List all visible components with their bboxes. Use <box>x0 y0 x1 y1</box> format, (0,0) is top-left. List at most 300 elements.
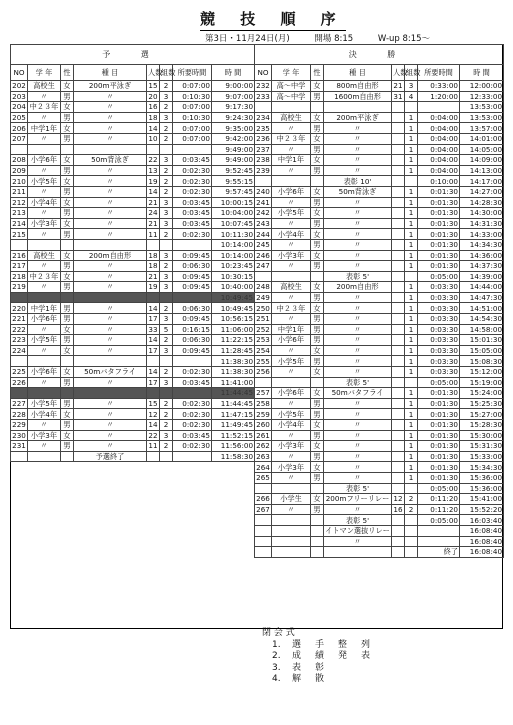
event-cell: 〃 <box>324 261 392 272</box>
event-no-cell: 226 <box>12 377 26 387</box>
gender-cell: 男 <box>311 91 324 102</box>
event-cell: 〃 <box>324 409 392 420</box>
gender-cell: 男 <box>311 292 324 303</box>
heats-cell: 1 <box>405 398 418 409</box>
schedule-row <box>255 472 504 483</box>
grade-cell: 小学4年 <box>272 229 311 240</box>
start-time-cell: 16:03:40 <box>460 515 504 526</box>
start-time-cell: 15:52:20 <box>460 504 504 515</box>
duration-cell: 0:02:30 <box>173 398 212 409</box>
heats-cell: 1 <box>405 420 418 431</box>
start-time-cell: 11:44:45 <box>212 388 255 399</box>
start-time-cell: 15:24:00 <box>460 388 504 399</box>
gender-cell: 男 <box>61 314 74 325</box>
start-time-cell: 9:00:00 <box>212 81 255 92</box>
event-no-cell <box>255 102 272 113</box>
grade-cell <box>28 239 61 250</box>
entries-cell: 17 <box>148 314 158 324</box>
start-time-cell: 15:36:00 <box>460 483 504 494</box>
event-cell: 〃 <box>324 250 392 261</box>
duration-cell: 終了 <box>418 547 460 558</box>
gender-cell: 女 <box>61 409 74 420</box>
event-no-cell: 202 <box>12 81 26 91</box>
event-no-cell: 249 <box>256 293 270 303</box>
column-header: 人数 <box>147 65 160 81</box>
heats-cell: 1 <box>405 133 418 144</box>
duration-cell: 0:09:45 <box>173 314 212 325</box>
gender-cell: 女 <box>311 462 324 473</box>
entries-cell <box>392 324 405 335</box>
heats-cell: 2 <box>405 494 418 505</box>
start-time-cell: 11:06:00 <box>212 324 255 335</box>
entries-cell <box>392 441 405 452</box>
duration-cell: 0:04:00 <box>418 133 460 144</box>
grade-cell: 小学3年 <box>28 218 61 229</box>
schedule-row <box>11 303 255 314</box>
event-no-cell: 215 <box>12 229 26 239</box>
schedule-row <box>11 451 255 462</box>
duration-cell: 0:07:00 <box>173 123 212 134</box>
entries-cell <box>392 123 405 134</box>
gender-cell: 女 <box>61 197 74 208</box>
heats-cell <box>160 451 173 462</box>
event-no-cell: 262 <box>256 441 270 451</box>
event-no-cell: 253 <box>256 335 270 345</box>
event-no-cell: 220 <box>12 303 26 313</box>
finals-table <box>254 44 504 558</box>
duration-cell: 0:03:30 <box>418 356 460 367</box>
event-cell: 表彰 5' <box>324 515 392 526</box>
start-time-cell: 10:40:00 <box>212 282 255 293</box>
gender-cell: 男 <box>61 229 74 240</box>
schedule-row <box>255 229 504 240</box>
start-time-cell: 14:44:00 <box>460 282 504 293</box>
gender-cell: 男 <box>311 123 324 134</box>
gender-cell: 男 <box>311 335 324 346</box>
duration-cell: 0:02:30 <box>173 367 212 378</box>
gender-cell: 男 <box>61 303 74 314</box>
entries-cell: 11 <box>148 229 158 239</box>
duration-cell: 0:04:00 <box>418 165 460 176</box>
start-time-cell: 14:01:00 <box>460 133 504 144</box>
start-time-cell: 9:35:00 <box>212 123 255 134</box>
event-cell <box>324 102 392 113</box>
heats-cell: 3 <box>160 430 173 441</box>
gender-cell <box>311 483 324 494</box>
event-cell: 〃 <box>324 218 392 229</box>
grade-cell: 〃 <box>272 292 311 303</box>
duration-cell <box>173 144 212 155</box>
event-cell: 〃 <box>74 176 147 187</box>
heats-cell: 1 <box>405 303 418 314</box>
schedule-row <box>11 144 255 155</box>
duration-cell: 0:03:45 <box>173 197 212 208</box>
schedule-row <box>255 345 504 356</box>
schedule-row <box>11 398 255 409</box>
heats-cell: 1 <box>405 324 418 335</box>
schedule-row <box>255 536 504 547</box>
gender-cell: 男 <box>311 314 324 325</box>
closing-item-number: 2. <box>272 651 281 661</box>
event-no-cell <box>11 356 28 367</box>
event-cell: 〃 <box>324 123 392 134</box>
heats-cell: 3 <box>160 377 173 388</box>
start-time-cell: 14:31:30 <box>460 218 504 229</box>
heats-cell: 2 <box>160 441 173 452</box>
schedule-row <box>11 165 255 176</box>
event-no-cell: 244 <box>256 229 270 239</box>
column-header: 学 年 <box>28 65 61 81</box>
gender-cell <box>311 525 324 536</box>
gender-cell: 女 <box>311 367 324 378</box>
schedule-row <box>255 261 504 272</box>
duration-cell <box>173 239 212 250</box>
start-time-cell: 15:05:00 <box>460 345 504 356</box>
heats-cell: 2 <box>160 409 173 420</box>
event-cell <box>324 547 392 558</box>
entries-cell <box>392 261 405 272</box>
grade-cell: 中学1年 <box>28 303 61 314</box>
event-cell: 50m背泳ぎ <box>324 186 392 197</box>
duration-cell: 0:02:30 <box>173 165 212 176</box>
heats-cell: 3 <box>160 282 173 293</box>
event-cell <box>74 388 147 399</box>
event-no-cell: 247 <box>256 261 270 271</box>
event-cell: 〃 <box>324 229 392 240</box>
event-no-cell: 209 <box>12 165 26 175</box>
event-cell: 〃 <box>74 261 147 272</box>
event-no-cell: 232 <box>256 81 270 91</box>
heats-cell: 1 <box>405 367 418 378</box>
gender-cell: 男 <box>61 133 74 144</box>
event-no-cell: 219 <box>12 282 26 292</box>
closing-item-number: 4. <box>272 674 281 684</box>
duration-cell <box>173 388 212 399</box>
gender-cell: 女 <box>61 271 74 282</box>
grade-cell <box>272 515 311 526</box>
heats-cell: 3 <box>160 197 173 208</box>
heats-cell: 1 <box>405 123 418 134</box>
schedule-row <box>255 409 504 420</box>
closing-title: 閉 会 式 <box>262 628 295 638</box>
grade-cell: 小学5年 <box>272 356 311 367</box>
gender-cell <box>311 271 324 282</box>
gender-cell: 女 <box>61 430 74 441</box>
heats-cell: 1 <box>405 239 418 250</box>
finals-heading: 決 勝 <box>255 45 504 65</box>
gender-cell: 男 <box>61 165 74 176</box>
schedule-row <box>255 483 504 494</box>
schedule-row <box>11 208 255 219</box>
duration-cell: 0:03:30 <box>418 335 460 346</box>
schedule-row <box>255 335 504 346</box>
gender-cell: 女 <box>61 218 74 229</box>
event-no-cell: 239 <box>256 165 270 175</box>
gender-cell: 女 <box>311 441 324 452</box>
entries-cell <box>392 356 405 367</box>
grade-cell: 〃 <box>272 451 311 462</box>
entries-cell <box>392 133 405 144</box>
duration-cell: 0:01:30 <box>418 218 460 229</box>
heats-cell: 1 <box>405 388 418 399</box>
gender-cell <box>311 536 324 547</box>
column-header: 組数 <box>405 65 418 81</box>
closing-item <box>262 674 384 686</box>
event-cell <box>74 239 147 250</box>
heats-cell: 1 <box>405 250 418 261</box>
column-header: NO <box>255 65 272 81</box>
schedule-row <box>11 218 255 229</box>
column-header: 人数 <box>392 65 405 81</box>
entries-cell <box>392 314 405 325</box>
entries-cell: 14 <box>148 335 158 345</box>
start-time-cell: 10:00:15 <box>212 197 255 208</box>
entries-cell <box>392 197 405 208</box>
start-time-cell: 11:28:45 <box>212 345 255 356</box>
event-no-cell <box>11 239 28 250</box>
event-cell: 50mバタフライ <box>324 388 392 399</box>
start-time-cell: 13:57:00 <box>460 123 504 134</box>
event-no-cell <box>11 451 28 462</box>
heats-cell: 1 <box>405 208 418 219</box>
grade-cell: 小学6年 <box>272 335 311 346</box>
heats-cell: 1 <box>405 409 418 420</box>
event-no-cell: 224 <box>12 346 26 356</box>
entries-cell: 14 <box>148 367 158 377</box>
event-no-cell: 234 <box>256 112 270 122</box>
start-time-cell: 14:36:00 <box>460 250 504 261</box>
heats-cell: 3 <box>160 314 173 325</box>
event-no-cell: 235 <box>256 123 270 133</box>
start-time-cell: 9:55:15 <box>212 176 255 187</box>
finals-header-row <box>255 65 504 81</box>
start-time-cell: 11:47:15 <box>212 409 255 420</box>
schedule-row <box>255 462 504 473</box>
duration-cell: 0:06:30 <box>173 335 212 346</box>
grade-cell: 〃 <box>28 208 61 219</box>
event-cell: 〃 <box>74 335 147 346</box>
entries-cell: 12 <box>393 494 403 504</box>
heats-cell: 1 <box>405 261 418 272</box>
gender-cell: 女 <box>61 155 74 166</box>
start-time-cell: 15:30:00 <box>460 430 504 441</box>
grade-cell: 〃 <box>28 345 61 356</box>
event-cell: 1600m自由形 <box>324 91 392 102</box>
entries-cell <box>147 144 160 155</box>
heats-cell: 3 <box>160 271 173 282</box>
schedule-row <box>255 356 504 367</box>
column-header: 時 間 <box>460 65 504 81</box>
schedule-row <box>255 112 504 123</box>
gender-cell <box>311 515 324 526</box>
gender-cell: 女 <box>61 123 74 134</box>
start-time-cell: 16:08:40 <box>460 536 504 547</box>
event-cell <box>74 292 147 303</box>
schedule-row <box>11 155 255 166</box>
heats-cell: 1 <box>405 356 418 367</box>
gender-cell: 男 <box>61 282 74 293</box>
schedule-row <box>11 324 255 335</box>
schedule-row <box>11 229 255 240</box>
event-cell: 表彰 5' <box>324 271 392 282</box>
duration-cell: 0:07:00 <box>173 102 212 113</box>
event-no-cell: 245 <box>256 240 270 250</box>
schedule-row <box>255 525 504 536</box>
start-time-cell: 10:49:45 <box>212 303 255 314</box>
entries-cell <box>392 388 405 399</box>
gender-cell: 男 <box>61 441 74 452</box>
heats-cell: 3 <box>160 208 173 219</box>
grade-cell: 小学3年 <box>28 430 61 441</box>
start-time-cell: 15:27:00 <box>460 409 504 420</box>
duration-cell: 0:01:30 <box>418 441 460 452</box>
event-cell: 〃 <box>74 197 147 208</box>
heats-cell: 5 <box>160 324 173 335</box>
schedule-row <box>255 292 504 303</box>
heats-cell <box>405 483 418 494</box>
grade-cell: 〃 <box>272 345 311 356</box>
entries-cell <box>392 451 405 462</box>
gender-cell: 男 <box>61 208 74 219</box>
gender-cell: 女 <box>311 155 324 166</box>
heats-cell <box>405 515 418 526</box>
entries-cell <box>392 176 405 187</box>
entries-cell <box>392 155 405 166</box>
grade-cell: 〃 <box>28 441 61 452</box>
duration-cell: 0:04:00 <box>418 144 460 155</box>
event-no-cell <box>255 536 272 547</box>
start-time-cell: 10:14:00 <box>212 239 255 250</box>
schedule-row <box>255 388 504 399</box>
entries-cell: 22 <box>148 155 158 165</box>
event-cell: 200m平泳ぎ <box>324 112 392 123</box>
prelims-heading: 予 選 <box>11 45 255 65</box>
start-time-cell: 15:34:30 <box>460 462 504 473</box>
event-cell: 〃 <box>74 186 147 197</box>
schedule-row <box>255 367 504 378</box>
heats-cell: 2 <box>160 303 173 314</box>
start-time-cell: 10:07:45 <box>212 218 255 229</box>
duration-cell: 0:06:30 <box>173 261 212 272</box>
gender-cell: 女 <box>61 250 74 261</box>
schedule-row <box>11 261 255 272</box>
schedule-row <box>255 165 504 176</box>
gender-cell: 女 <box>311 81 324 92</box>
start-time-cell: 15:36:00 <box>460 472 504 483</box>
gender-cell <box>311 377 324 388</box>
heats-cell: 1 <box>405 218 418 229</box>
event-no-cell <box>255 271 272 282</box>
entries-cell <box>392 250 405 261</box>
duration-cell: 0:01:30 <box>418 261 460 272</box>
schedule-row <box>11 197 255 208</box>
grade-cell: 〃 <box>28 91 61 102</box>
event-no-cell: 263 <box>256 451 270 461</box>
duration-cell <box>418 525 460 536</box>
gender-cell: 男 <box>311 324 324 335</box>
grade-cell: 〃 <box>28 420 61 431</box>
schedule-row <box>255 133 504 144</box>
event-no-cell: 213 <box>12 208 26 218</box>
schedule-row <box>11 345 255 356</box>
duration-cell <box>418 102 460 113</box>
entries-cell <box>392 398 405 409</box>
column-header: 種 目 <box>324 65 392 81</box>
heats-cell: 2 <box>160 398 173 409</box>
column-header: 組数 <box>160 65 173 81</box>
event-cell: 50mバタフライ <box>74 367 147 378</box>
gender-cell: 女 <box>61 176 74 187</box>
start-time-cell: 10:56:15 <box>212 314 255 325</box>
grade-cell: 〃 <box>272 144 311 155</box>
entries-cell <box>392 367 405 378</box>
heats-cell: 1 <box>405 197 418 208</box>
entries-cell <box>392 536 405 547</box>
gender-cell: 男 <box>311 430 324 441</box>
entries-cell <box>392 430 405 441</box>
grade-cell: 中２３年 <box>272 303 311 314</box>
gender-cell: 男 <box>311 409 324 420</box>
event-cell: 〃 <box>324 356 392 367</box>
grade-cell: 〃 <box>28 186 61 197</box>
event-cell: 〃 <box>74 303 147 314</box>
event-no-cell: 252 <box>256 324 270 334</box>
meet-date: 第3日・11月24日(月) <box>205 34 290 44</box>
grade-cell: 高～中学 <box>272 81 311 92</box>
gender-cell: 女 <box>61 324 74 335</box>
heats-cell: 2 <box>405 504 418 515</box>
event-no-cell: 256 <box>256 367 270 377</box>
duration-cell: 0:11:20 <box>418 504 460 515</box>
grade-cell: 高～中学 <box>272 91 311 102</box>
gender-cell: 女 <box>311 388 324 399</box>
event-cell: 予選終了 <box>74 451 147 462</box>
closing-item-text: 選手整列 <box>292 639 385 650</box>
start-time-cell: 15:12:00 <box>460 367 504 378</box>
column-header: 性 <box>61 65 74 81</box>
event-cell: 〃 <box>74 102 147 113</box>
event-no-cell: 250 <box>256 303 270 313</box>
start-time-cell: 13:53:00 <box>460 112 504 123</box>
schedule-row <box>11 356 255 367</box>
start-time-cell: 14:34:30 <box>460 239 504 250</box>
gender-cell: 男 <box>311 239 324 250</box>
entries-cell <box>392 303 405 314</box>
event-cell: 〃 <box>324 208 392 219</box>
entries-cell <box>392 547 405 558</box>
grade-cell: 小学生 <box>272 494 311 505</box>
duration-cell: 0:01:30 <box>418 430 460 441</box>
event-no-cell: 222 <box>12 324 26 334</box>
entries-cell <box>392 409 405 420</box>
gender-cell: 女 <box>311 420 324 431</box>
heats-cell: 3 <box>160 345 173 356</box>
schedule-row <box>11 314 255 325</box>
duration-cell <box>418 536 460 547</box>
entries-cell <box>392 292 405 303</box>
event-cell <box>74 144 147 155</box>
event-no-cell: 241 <box>256 197 270 207</box>
heats-cell: 3 <box>160 155 173 166</box>
start-time-cell: 14:09:00 <box>460 155 504 166</box>
event-no-cell: 227 <box>12 399 26 408</box>
start-time-cell: 14:58:00 <box>460 324 504 335</box>
entries-cell: 12 <box>148 409 158 419</box>
duration-cell: 0:01:30 <box>418 388 460 399</box>
closing-item <box>262 663 384 675</box>
event-cell: 〃 <box>324 398 392 409</box>
start-time-cell: 15:25:30 <box>460 398 504 409</box>
